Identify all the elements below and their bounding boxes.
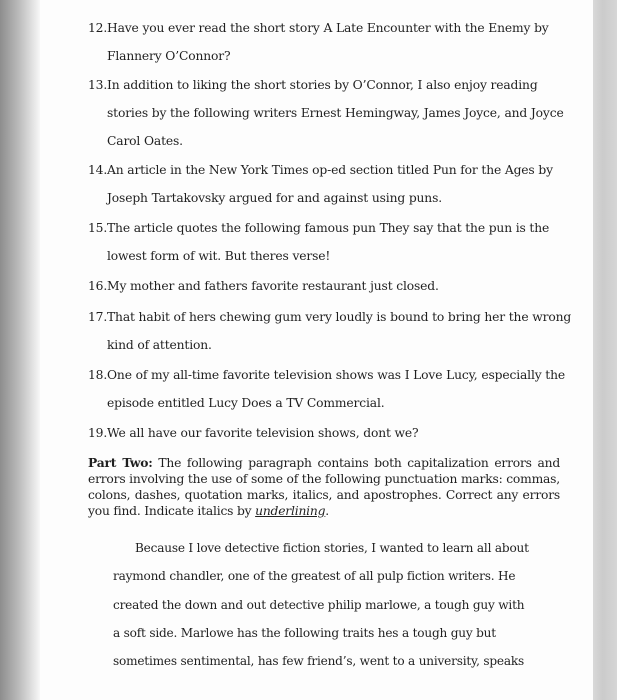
item-text-line: Joseph Tartakovsky argued for and against using puns. (107, 191, 442, 205)
item-number: 16. (88, 279, 108, 293)
paragraph-line: created the down and out detective philip marlowe, a tough guy with (113, 597, 525, 612)
exercise-item-17 (88, 303, 572, 359)
exercise-item-12 (88, 14, 564, 70)
paragraph-line: raymond chandler, one of the greatest of all pulp fiction writers. He (113, 569, 516, 584)
page-edge-shadow-right (593, 0, 617, 700)
item-text-line: Have you ever read the short story A Late Encounter with the Enemy by (107, 21, 549, 35)
exercise-paragraph (113, 534, 568, 675)
exercise-item-16 (88, 272, 564, 300)
item-number: 13. (88, 78, 108, 92)
exercise-item-13 (88, 71, 564, 155)
item-text-line: kind of attention. (107, 338, 212, 352)
item-text-line: Carol Oates. (107, 134, 183, 148)
paragraph-line: Because I love detective fiction stories, I wanted to learn all about (135, 541, 529, 555)
item-text-line: stories by the following writers Ernest Hemingway, James Joyce, and Joyce (107, 106, 564, 120)
exercise-item-15 (88, 214, 564, 270)
item-text-line: An article in the New York Times op-ed section titled Pun for the Ages by (107, 163, 553, 177)
underlined-word: underlining (255, 504, 326, 518)
exercise-item-19 (88, 419, 564, 447)
item-number: 14. (88, 163, 108, 177)
item-text-line: In addition to liking the short stories by O’Connor, I also enjoy reading (107, 78, 538, 92)
item-number: 19. (88, 426, 108, 440)
item-text-line: Flannery O’Connor? (107, 49, 231, 63)
item-text-line: My mother and fathers favorite restaurant just closed. (107, 279, 439, 293)
exercise-item-18 (88, 361, 564, 417)
item-text-line: We all have our favorite television shows, dont we? (107, 426, 419, 440)
exercise-item-14 (88, 156, 564, 212)
paragraph-line: sometimes sentimental, has few friend’s, went to a university, speaks (113, 654, 525, 669)
item-number: 15. (88, 221, 108, 235)
part-two-instructions (88, 455, 560, 519)
item-text-line: lowest form of wit. But theres verse! (107, 249, 331, 263)
item-text-line: The article quotes the following famous pun They say that the pun is the (107, 221, 550, 235)
part-two-end: . (325, 504, 330, 518)
document-page (40, 0, 593, 700)
page-edge-shadow-left (0, 0, 40, 700)
paragraph-line: a soft side. Marlowe has the following traits hes a tough guy but (113, 625, 496, 640)
item-text-line: episode entitled Lucy Does a TV Commercial. (107, 396, 385, 410)
part-two-label: Part Two: (88, 455, 153, 470)
item-number: 17. (88, 310, 108, 324)
item-number: 12. (88, 21, 108, 35)
item-text-line: That habit of hers chewing gum very loudly is bound to bring her the wrong (107, 310, 572, 324)
part-two-text: The following paragraph contains both capitalization errors and errors involving the use of some of the following punctuation marks: commas, colons, dashes, quotation marks, italics, and apostrophes. Correct any errors you find. Indicate italics by (88, 456, 560, 518)
item-number: 18. (88, 368, 108, 382)
item-text-line: One of my all-time favorite television shows was I Love Lucy, especially the (107, 368, 565, 382)
